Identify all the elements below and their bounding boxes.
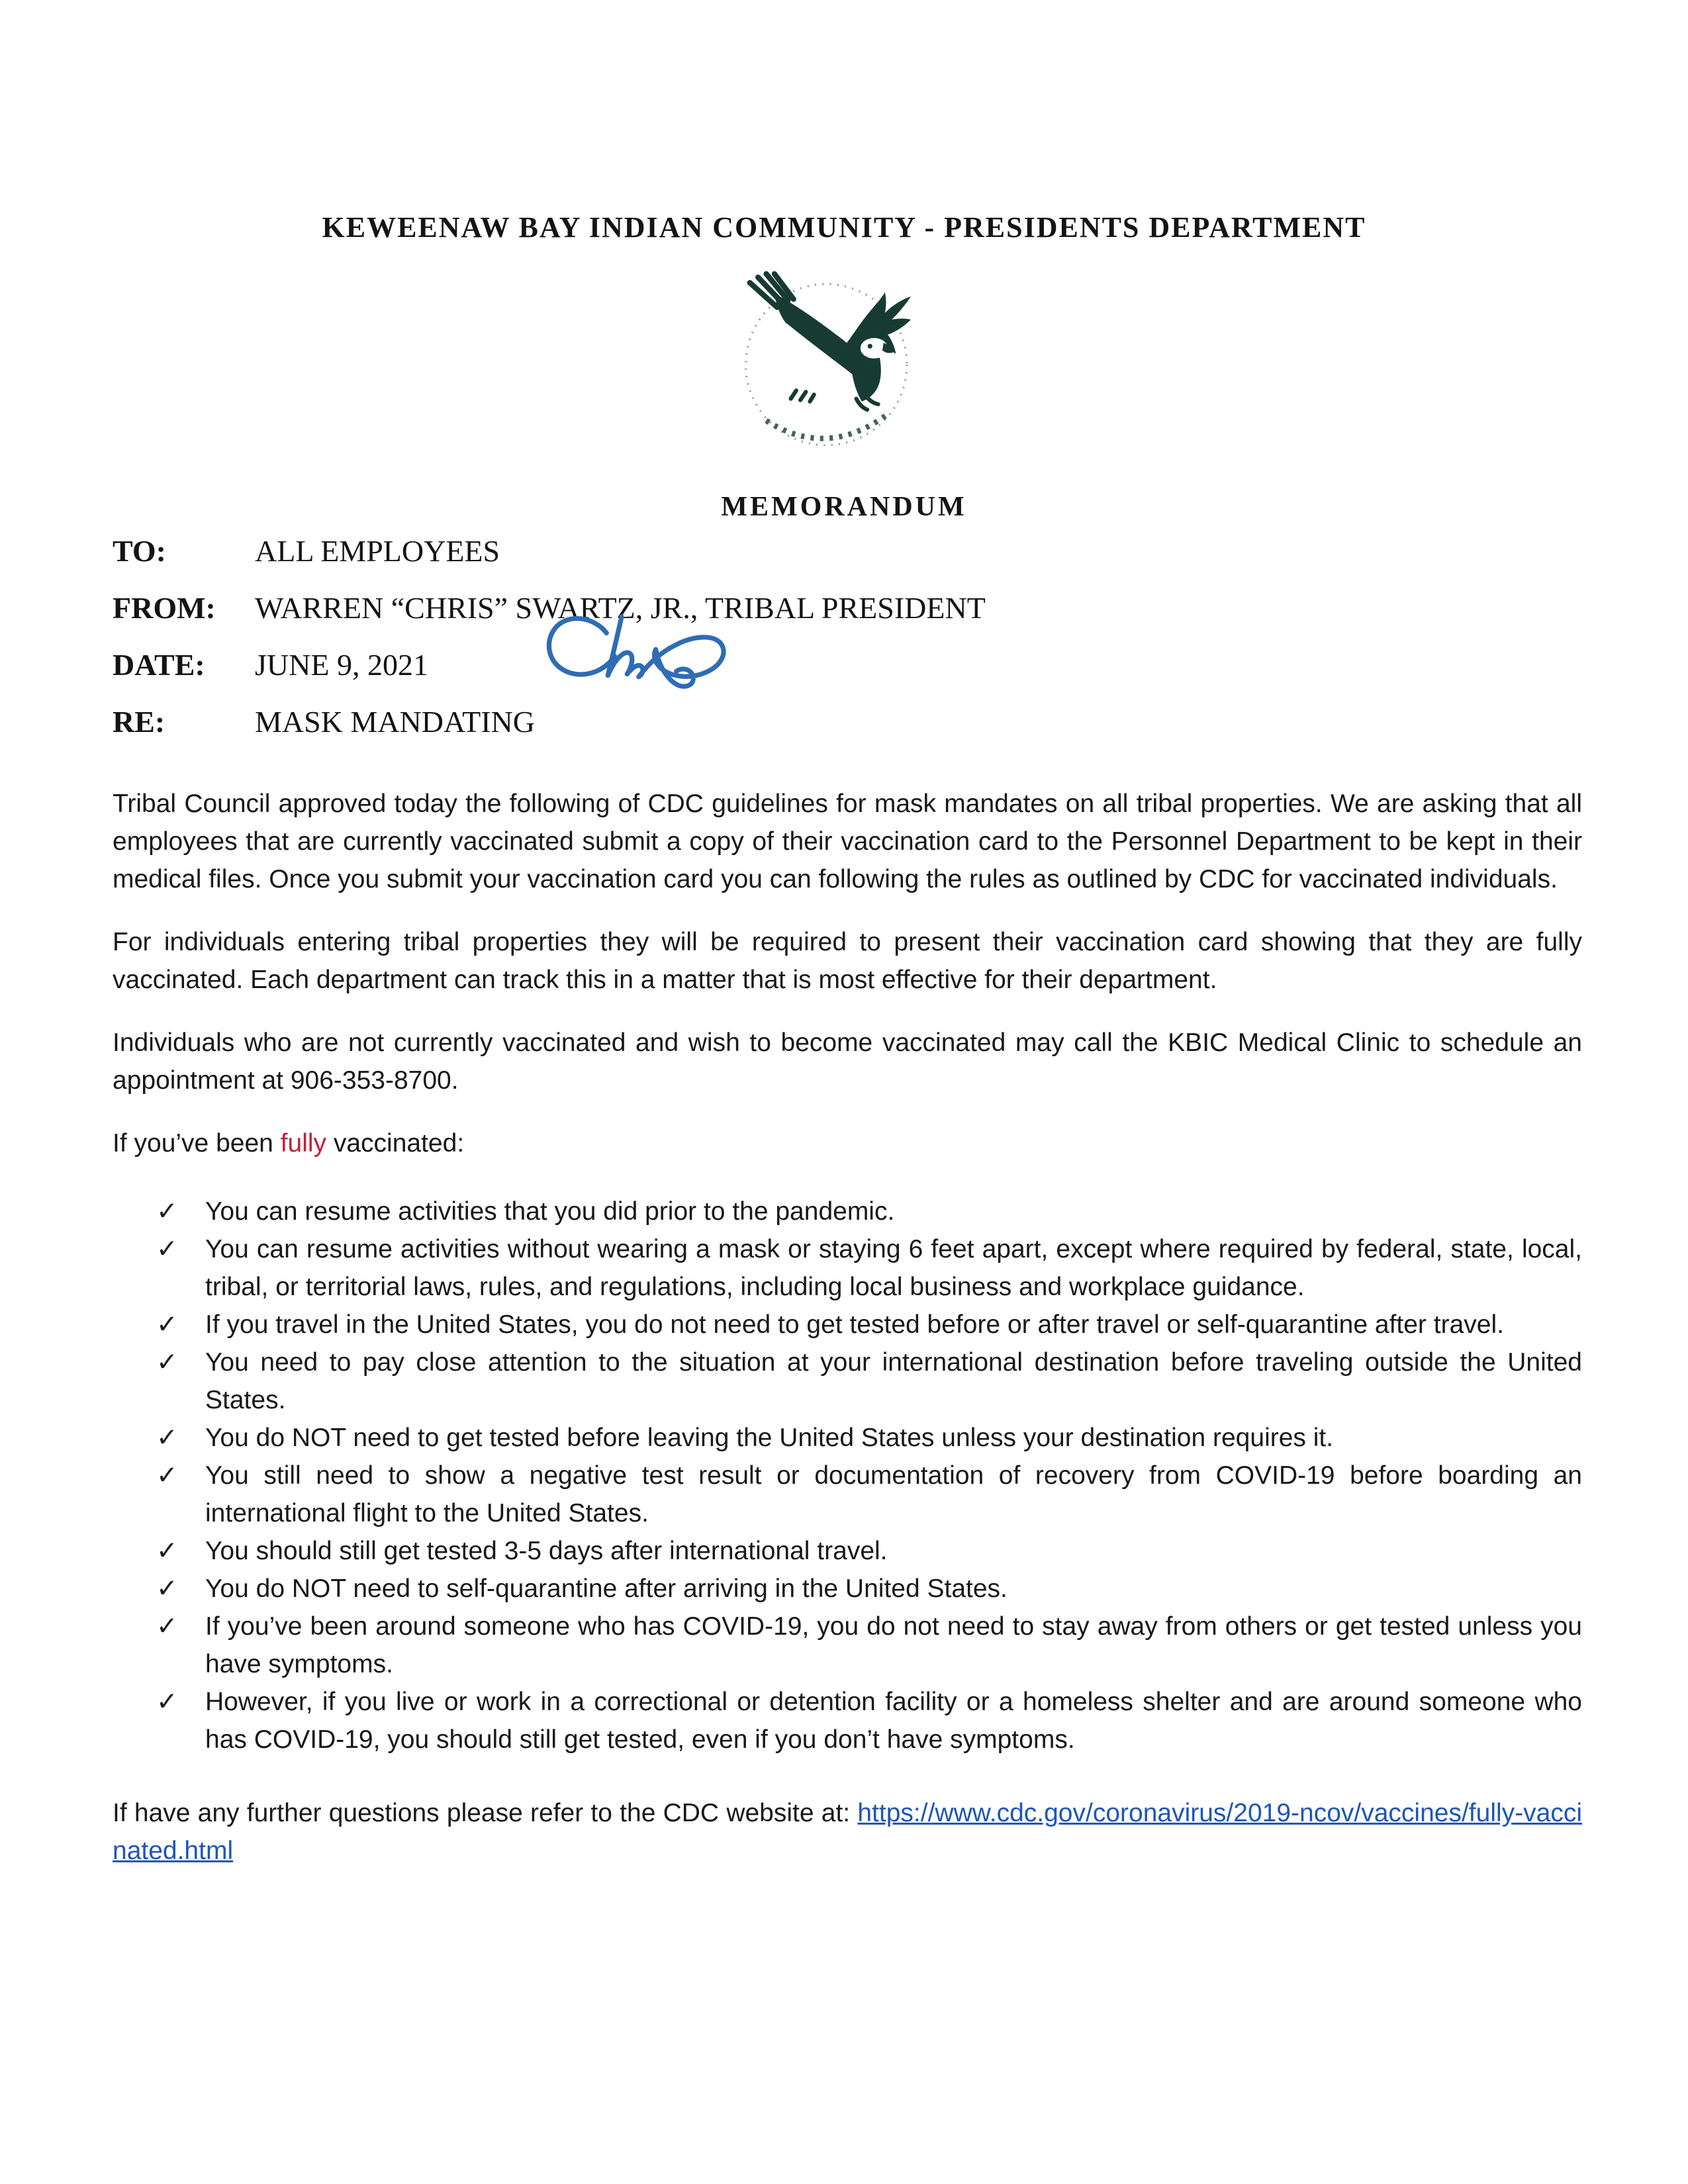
list-item bbox=[113, 1306, 1582, 1343]
list-item bbox=[113, 1683, 1582, 1758]
checkmark-icon: ✓ bbox=[156, 1612, 178, 1641]
memo-title: MEMORANDUM bbox=[721, 492, 967, 522]
memo-field-label: DATE: bbox=[113, 648, 205, 682]
paragraph-clinic-appointment: Individuals who are not currently vaccinated and wish to become vaccinated may call the KBIC Medical Clinic to schedule an appointment at 906-353-8700. bbox=[113, 1028, 1582, 1095]
memo-field-label: TO: bbox=[113, 534, 166, 568]
list-item-text: You should still get tested 3-5 days after international travel. bbox=[205, 1537, 888, 1565]
checkmark-icon: ✓ bbox=[156, 1347, 178, 1377]
closing-text: If have any further questions please refer to the CDC website at: bbox=[113, 1799, 858, 1827]
vaccinated-guidelines-list bbox=[113, 1193, 1582, 1758]
list-item bbox=[113, 1343, 1582, 1419]
checkmark-icon: ✓ bbox=[156, 1310, 178, 1340]
list-item bbox=[113, 1570, 1582, 1608]
memo-field-value: WARREN “CHRIS” SWARTZ, JR., TRIBAL PRESIDENT bbox=[255, 591, 986, 625]
fully-vaccinated-lead bbox=[113, 1124, 1582, 1162]
fully-highlight: fully bbox=[280, 1129, 327, 1158]
checkmark-icon: ✓ bbox=[156, 1687, 178, 1717]
list-item bbox=[113, 1532, 1582, 1570]
list-item-text: You can resume activities that you did prior to the pandemic. bbox=[205, 1197, 895, 1226]
memo-field-label: FROM: bbox=[113, 591, 216, 625]
list-item bbox=[113, 1193, 1582, 1230]
list-item-text: If you’ve been around someone who has COVID-19, you do not need to stay away from others or get tested unless you have symptoms. bbox=[205, 1612, 1582, 1678]
kbic-eagle-logo bbox=[712, 263, 930, 469]
memo-field-label: RE: bbox=[113, 705, 165, 739]
memo-field-to bbox=[113, 535, 986, 568]
org-title: KEWEENAW BAY INDIAN COMMUNITY - PRESIDENTS DEPARTMENT bbox=[322, 211, 1366, 244]
memo-field-date bbox=[113, 649, 986, 682]
paragraph-mask-mandate: Tribal Council approved today the following of CDC guidelines for mask mandates on all tribal properties. We are asking that all employees that are currently vaccinated submit a copy of their vaccination card to the Personnel Department to be kept in their medical files. Once you submit your vaccination card you can following the rules as outlined by CDC for vaccinated individuals. bbox=[113, 790, 1582, 893]
list-item-text: You do NOT need to self-quarantine after arriving in the United States. bbox=[205, 1574, 1008, 1603]
paragraph-entering-properties: For individuals entering tribal properties they will be required to present their vaccination card showing that they are fully vaccinated. Each department can track this in a matter that is most effective for their department. bbox=[113, 928, 1582, 994]
fully-lead-before: If you’ve been bbox=[113, 1129, 281, 1158]
list-item-text: You need to pay close attention to the situation at your international destination before traveling outside the United States. bbox=[205, 1348, 1582, 1414]
list-item bbox=[113, 1419, 1582, 1457]
memo-field-value: ALL EMPLOYEES bbox=[255, 534, 500, 568]
list-item-text: You do NOT need to get tested before leaving the United States unless your destination requires it. bbox=[205, 1424, 1334, 1452]
memo-fields bbox=[113, 535, 986, 762]
fully-lead-after: vaccinated: bbox=[326, 1129, 465, 1158]
list-item bbox=[113, 1230, 1582, 1306]
list-item-text: If you travel in the United States, you do not need to get tested before or after travel or self-quarantine after travel. bbox=[205, 1310, 1504, 1339]
cdc-link[interactable]: https://www.cdc.gov/coronavirus/2019-ncov/vaccines/fully-vaccinated.html bbox=[113, 1799, 1582, 1865]
memo-body bbox=[113, 785, 1582, 1870]
memo-field-value: JUNE 9, 2021 bbox=[255, 648, 428, 682]
memo-field-re bbox=[113, 705, 986, 739]
checkmark-icon: ✓ bbox=[156, 1423, 178, 1453]
checkmark-icon: ✓ bbox=[156, 1461, 178, 1490]
checkmark-icon: ✓ bbox=[156, 1536, 178, 1566]
list-item bbox=[113, 1457, 1582, 1532]
memo-field-value: MASK MANDATING bbox=[255, 705, 535, 739]
list-item-text: However, if you live or work in a correctional or detention facility or a homeless shelter and are around someone who has COVID-19, you should still get tested, even if you don’t have symptoms. bbox=[205, 1688, 1582, 1754]
memo-field-from bbox=[113, 592, 986, 625]
list-item bbox=[113, 1608, 1582, 1683]
list-item-text: You still need to show a negative test result or documentation of recovery from COVID-19 before boarding an international flight to the United States. bbox=[205, 1461, 1582, 1527]
checkmark-icon: ✓ bbox=[156, 1574, 178, 1604]
eagle-icon bbox=[712, 263, 930, 469]
list-item-text: You can resume activities without wearing a mask or staying 6 feet apart, except where required by federal, state, local, tribal, or territorial laws, rules, and regulations, including local business and workplace guidance. bbox=[205, 1235, 1582, 1301]
checkmark-icon: ✓ bbox=[156, 1197, 178, 1226]
closing-paragraph bbox=[113, 1794, 1582, 1870]
checkmark-icon: ✓ bbox=[156, 1234, 178, 1264]
